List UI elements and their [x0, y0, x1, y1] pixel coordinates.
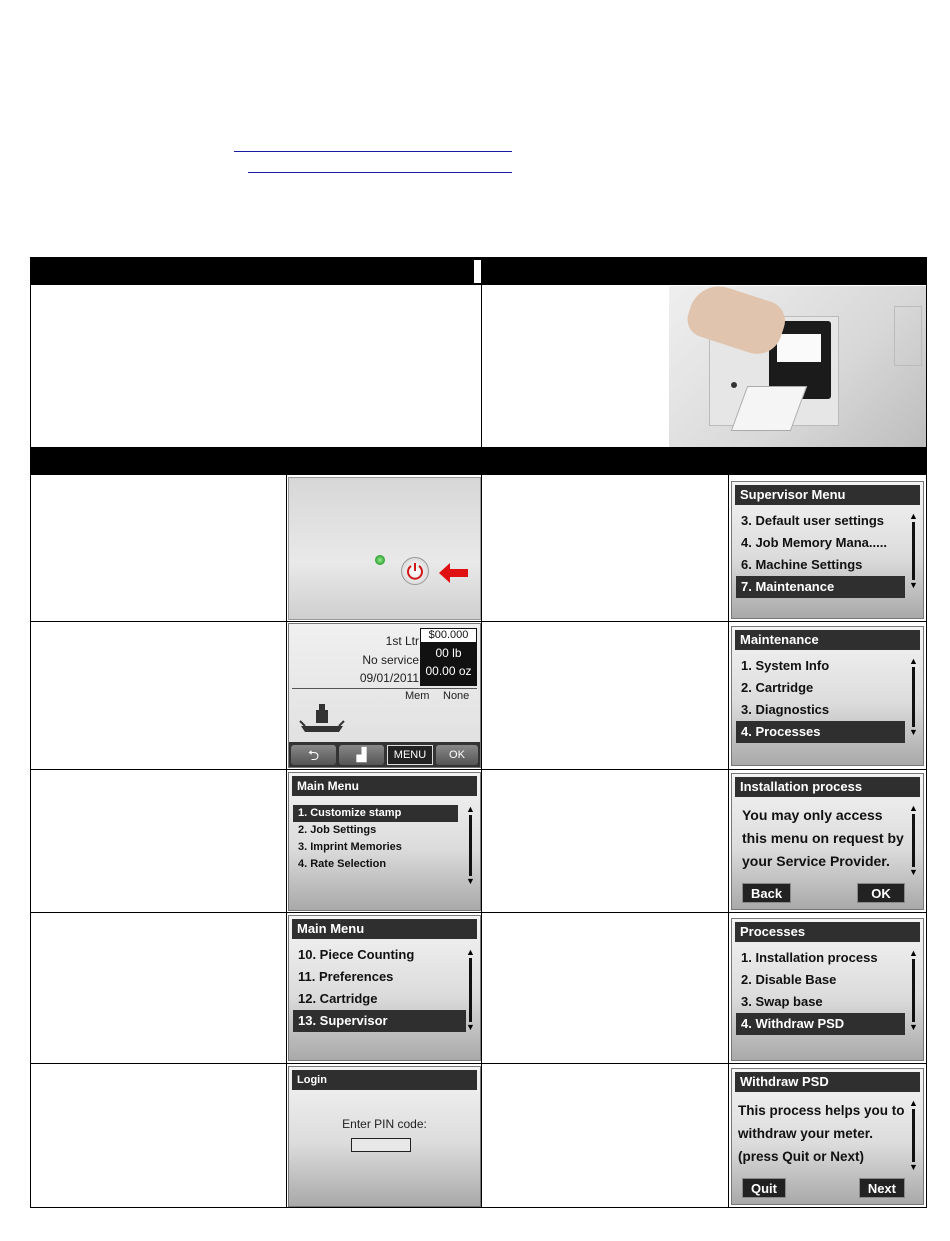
- menu-item[interactable]: 4. Processes: [736, 721, 905, 743]
- link-2[interactable]: [248, 172, 512, 173]
- date-text: 09/01/2011: [359, 671, 419, 685]
- menu-item[interactable]: 3. Swap base: [741, 994, 823, 1009]
- arrow-left-icon: [439, 562, 469, 584]
- back-icon: ⮌: [307, 747, 320, 763]
- led-indicator: [375, 555, 385, 565]
- menu-item[interactable]: 7. Maintenance: [736, 576, 905, 598]
- class-line: 1st Ltr: [385, 634, 419, 648]
- scale-icon: [299, 702, 345, 736]
- supervisor-menu-screen: [731, 481, 924, 619]
- ok-button[interactable]: OK: [436, 745, 478, 765]
- meter-icon: ▟: [356, 747, 367, 762]
- menu-item[interactable]: 6. Machine Settings: [741, 557, 863, 572]
- withdraw-psd-screen: [731, 1068, 924, 1205]
- next-button[interactable]: Next: [859, 1178, 905, 1198]
- screen-title: Maintenance: [735, 630, 920, 650]
- scrollbar[interactable]: ▲ ▼: [466, 947, 475, 1032]
- processes-screen: [731, 918, 924, 1061]
- menu-item[interactable]: 4. Job Memory Mana.....: [741, 535, 887, 550]
- scrollbar[interactable]: ▲ ▼: [909, 511, 918, 590]
- menu-item[interactable]: 12. Cartridge: [298, 991, 378, 1006]
- menu-item[interactable]: 10. Piece Counting: [298, 947, 415, 962]
- menu-item[interactable]: 1. Customize stamp: [293, 805, 458, 822]
- home-screen: [288, 623, 481, 768]
- link-1[interactable]: [234, 151, 512, 152]
- service-text: No service: [362, 653, 419, 667]
- scrollbar[interactable]: ▲ ▼: [909, 656, 918, 737]
- menu-item[interactable]: 11. Preferences: [298, 969, 394, 984]
- menu-item[interactable]: 1. System Info: [741, 658, 830, 673]
- login-screen: [288, 1066, 481, 1207]
- power-button[interactable]: [401, 557, 429, 585]
- screen-title: Main Menu: [292, 776, 477, 796]
- menu-item[interactable]: 13. Supervisor: [293, 1010, 466, 1032]
- menu-item[interactable]: 3. Diagnostics: [741, 702, 830, 717]
- meter-photo: [669, 286, 926, 447]
- pin-prompt: Enter PIN code:: [342, 1117, 427, 1131]
- screen-title: Supervisor Menu: [735, 485, 920, 505]
- menu-item[interactable]: 2. Disable Base: [741, 972, 837, 987]
- screen-title: Processes: [735, 922, 920, 942]
- screen-title: Main Menu: [292, 919, 477, 939]
- screen-title: Withdraw PSD: [735, 1072, 920, 1092]
- scrollbar[interactable]: ▲ ▼: [909, 948, 918, 1032]
- pin-input[interactable]: [351, 1138, 411, 1152]
- main-menu-2-screen: [288, 915, 481, 1061]
- maintenance-screen: [731, 626, 924, 766]
- header-bar-2: [31, 448, 926, 475]
- scrollbar[interactable]: ▲ ▼: [909, 1098, 918, 1172]
- menu-item[interactable]: 4. Withdraw PSD: [736, 1013, 905, 1035]
- power-icon: [402, 558, 428, 584]
- amount-display: $00.000: [421, 629, 476, 642]
- scrollbar[interactable]: ▲ ▼: [466, 804, 475, 886]
- screen-message: You may only access this menu on request by your Service Provider.: [742, 807, 904, 869]
- meter-button[interactable]: [339, 745, 384, 765]
- weight-oz: 00.00 oz: [425, 664, 472, 678]
- menu-item[interactable]: 1. Installation process: [741, 950, 878, 965]
- menu-item[interactable]: 4. Rate Selection: [298, 858, 387, 870]
- none-label: None: [443, 690, 470, 702]
- main-menu-1-screen: [288, 772, 481, 911]
- power-panel: [288, 477, 481, 620]
- menu-item[interactable]: 2. Cartridge: [741, 680, 814, 695]
- weight-lb: 00 lb: [435, 646, 462, 660]
- installation-process-screen: [731, 773, 924, 910]
- screen-message: This process helps you to withdraw your meter. (press Quit or Next): [738, 1103, 905, 1164]
- back-button[interactable]: [291, 745, 336, 765]
- quit-button[interactable]: Quit: [742, 1178, 786, 1198]
- menu-item[interactable]: 3. Default user settings: [741, 513, 885, 528]
- screen-title: Installation process: [735, 777, 920, 797]
- scrollbar[interactable]: ▲ ▼: [909, 803, 918, 877]
- ok-button[interactable]: OK: [857, 883, 905, 903]
- mem-label: Mem: [405, 690, 430, 702]
- menu-button[interactable]: MENU: [387, 745, 433, 765]
- screen-title: Login: [292, 1070, 477, 1090]
- menu-item[interactable]: 2. Job Settings: [298, 824, 377, 836]
- back-button[interactable]: Back: [742, 883, 791, 903]
- menu-item[interactable]: 3. Imprint Memories: [298, 841, 402, 853]
